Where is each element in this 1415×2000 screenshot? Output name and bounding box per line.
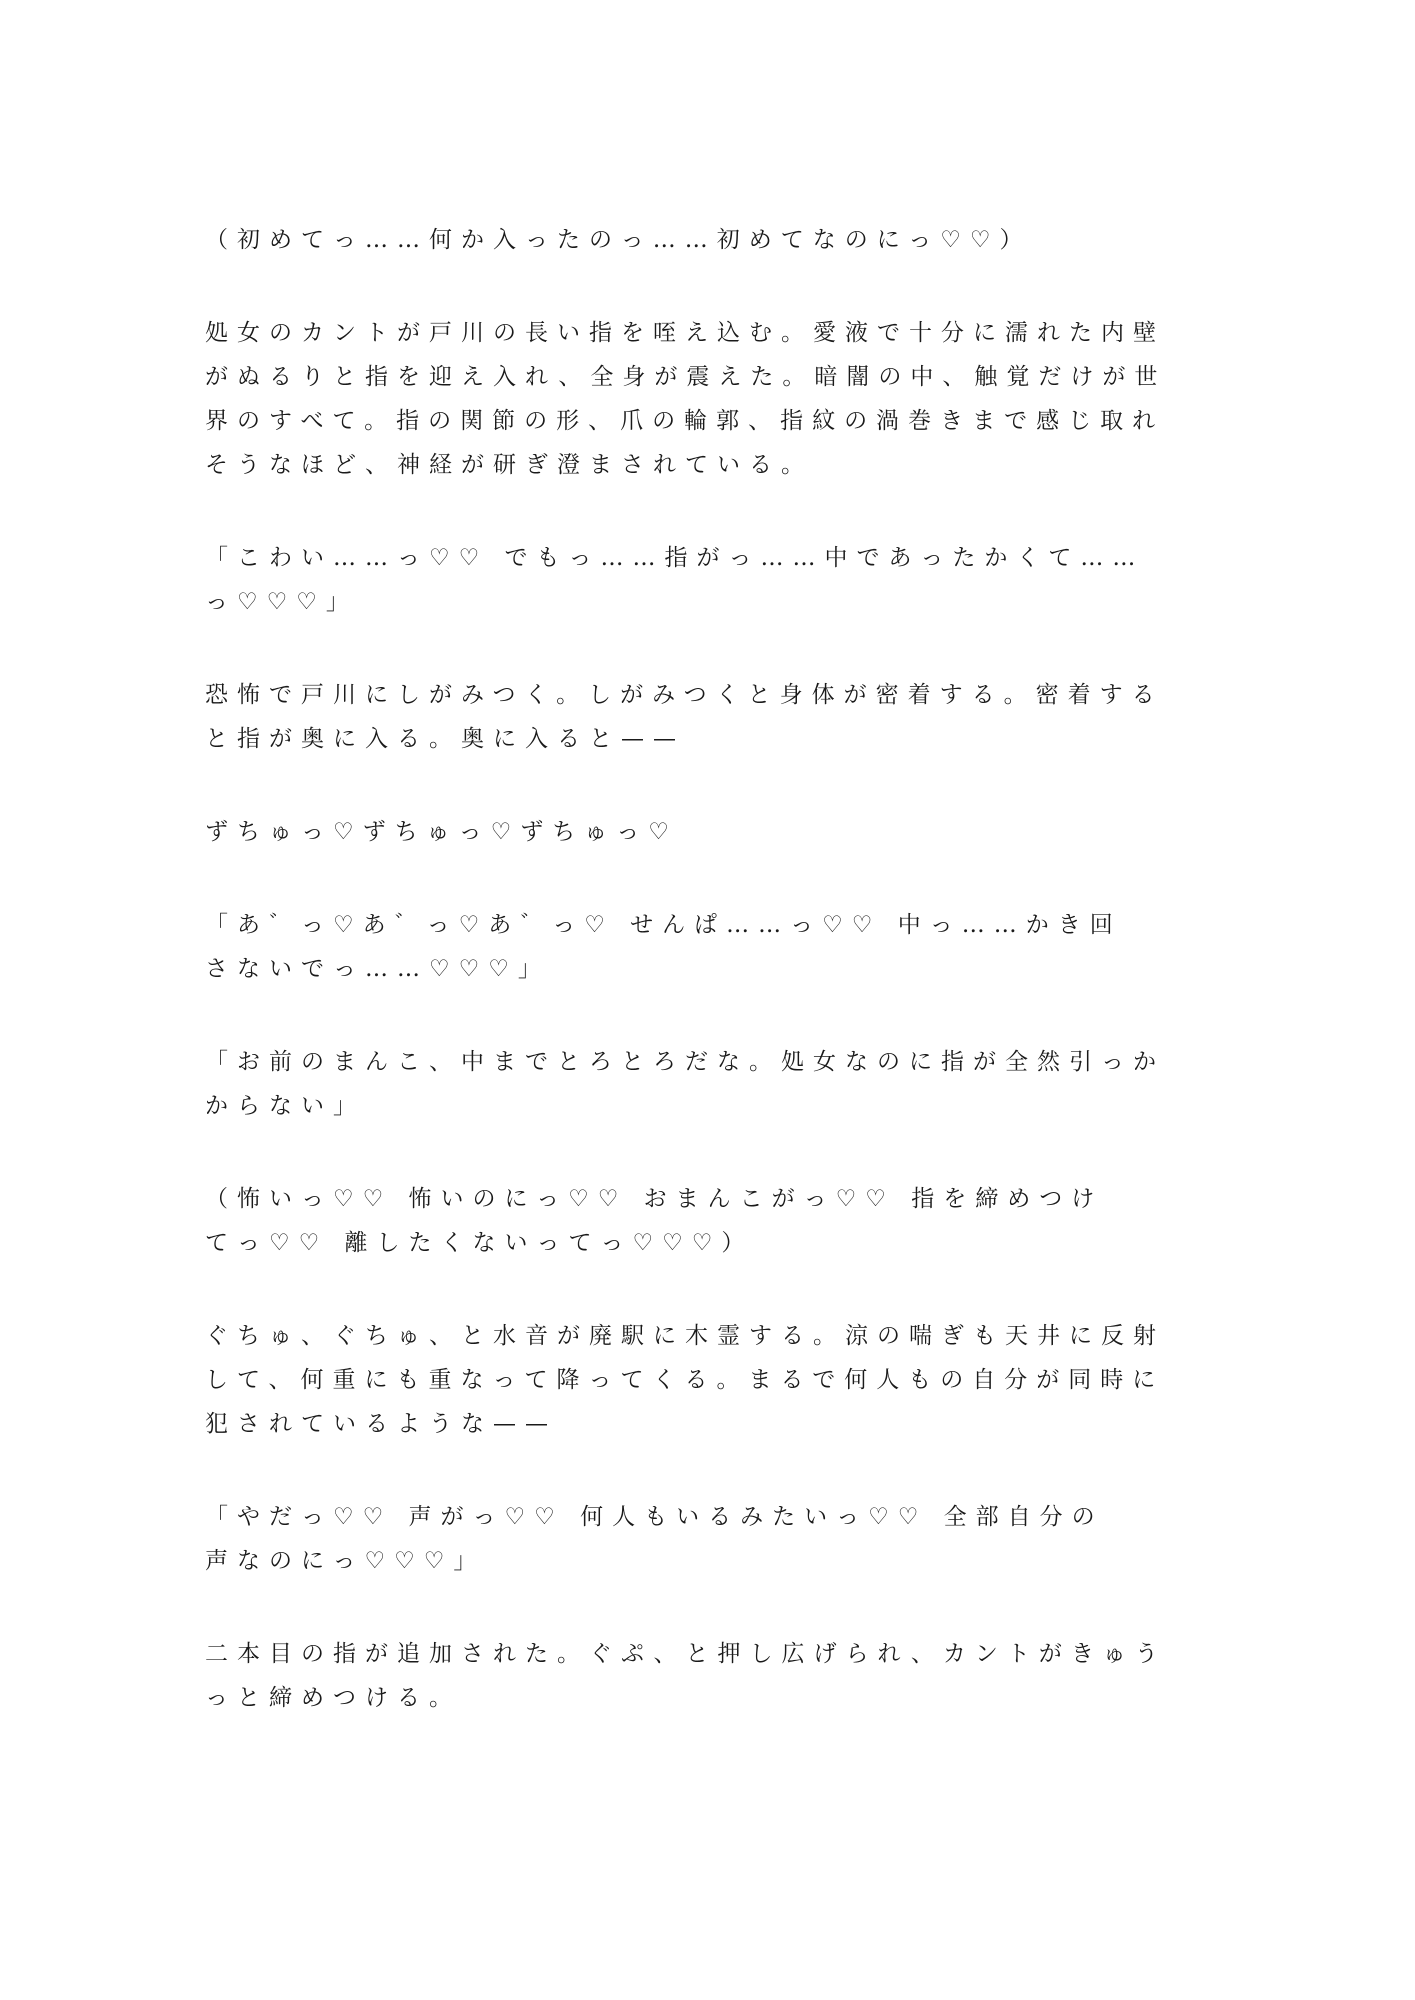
- paragraph: [205, 1314, 1205, 1446]
- paragraph: [205, 311, 1205, 487]
- text-line: と指が奥に入る。奥に入ると——: [205, 726, 685, 752]
- text-line: 「お前のまんこ、中までとろとろだな。処女なのに指が全然引っか: [205, 1049, 1165, 1075]
- paragraph: [205, 1495, 1205, 1583]
- paragraph: [205, 1177, 1205, 1265]
- text-line: さないでっ……♡♡♡」: [205, 956, 550, 982]
- text-line: からない」: [205, 1093, 365, 1119]
- paragraph: [205, 673, 1205, 761]
- text-line: 「こわい……っ♡♡ でもっ……指がっ……中であったかくて……: [205, 545, 1145, 571]
- text-line: がぬるりと指を迎え入れ、全身が震えた。暗闇の中、触覚だけが世: [205, 364, 1167, 390]
- text-line: 界のすべて。指の関節の形、爪の輪郭、指紋の渦巻きまで感じ取れ: [205, 408, 1165, 434]
- paragraph: [205, 536, 1205, 624]
- text-line: （初めてっ……何か入ったのっ……初めてなのにっ♡♡）: [205, 227, 1032, 253]
- text-line: 「やだっ♡♡ 声がっ♡♡ 何人もいるみたいっ♡♡ 全部自分の: [205, 1504, 1104, 1530]
- text-line: 「あ゛っ♡あ゛っ♡あ゛っ♡ せんぱ……っ♡♡ 中っ……かき回: [205, 912, 1122, 938]
- text-line: 声なのにっ♡♡♡」: [205, 1548, 486, 1574]
- text-line: して、何重にも重なって降ってくる。まるで何人もの自分が同時に: [205, 1367, 1165, 1393]
- text-line: 恐怖で戸川にしがみつく。しがみつくと身体が密着する。密着する: [205, 682, 1164, 708]
- document-page: [205, 218, 1205, 1769]
- text-line: 処女のカントが戸川の長い指を咥え込む。愛液で十分に濡れた内壁: [205, 320, 1165, 346]
- paragraph: [205, 1632, 1205, 1720]
- paragraph: [205, 1040, 1205, 1128]
- paragraph: [205, 218, 1205, 262]
- text-line: ずちゅっ♡ずちゅっ♡ずちゅっ♡: [205, 819, 678, 845]
- text-line: 犯されているような——: [205, 1411, 557, 1437]
- text-line: ぐちゅ、ぐちゅ、と水音が廃駅に木霊する。涼の喘ぎも天井に反射: [205, 1323, 1165, 1349]
- text-line: てっ♡♡ 離したくないってっ♡♡♡）: [205, 1230, 754, 1256]
- text-line: 二本目の指が追加された。ぐぷ、と押し広げられ、カントがきゅう: [205, 1641, 1167, 1667]
- paragraph: [205, 903, 1205, 991]
- text-line: っ♡♡♡」: [205, 589, 358, 615]
- text-line: っと締めつける。: [205, 1685, 461, 1711]
- text-line: （怖いっ♡♡ 怖いのにっ♡♡ おまんこがっ♡♡ 指を締めつけ: [205, 1186, 1104, 1212]
- text-line: そうなほど、神経が研ぎ澄まされている。: [205, 452, 813, 478]
- paragraph: [205, 810, 1205, 854]
